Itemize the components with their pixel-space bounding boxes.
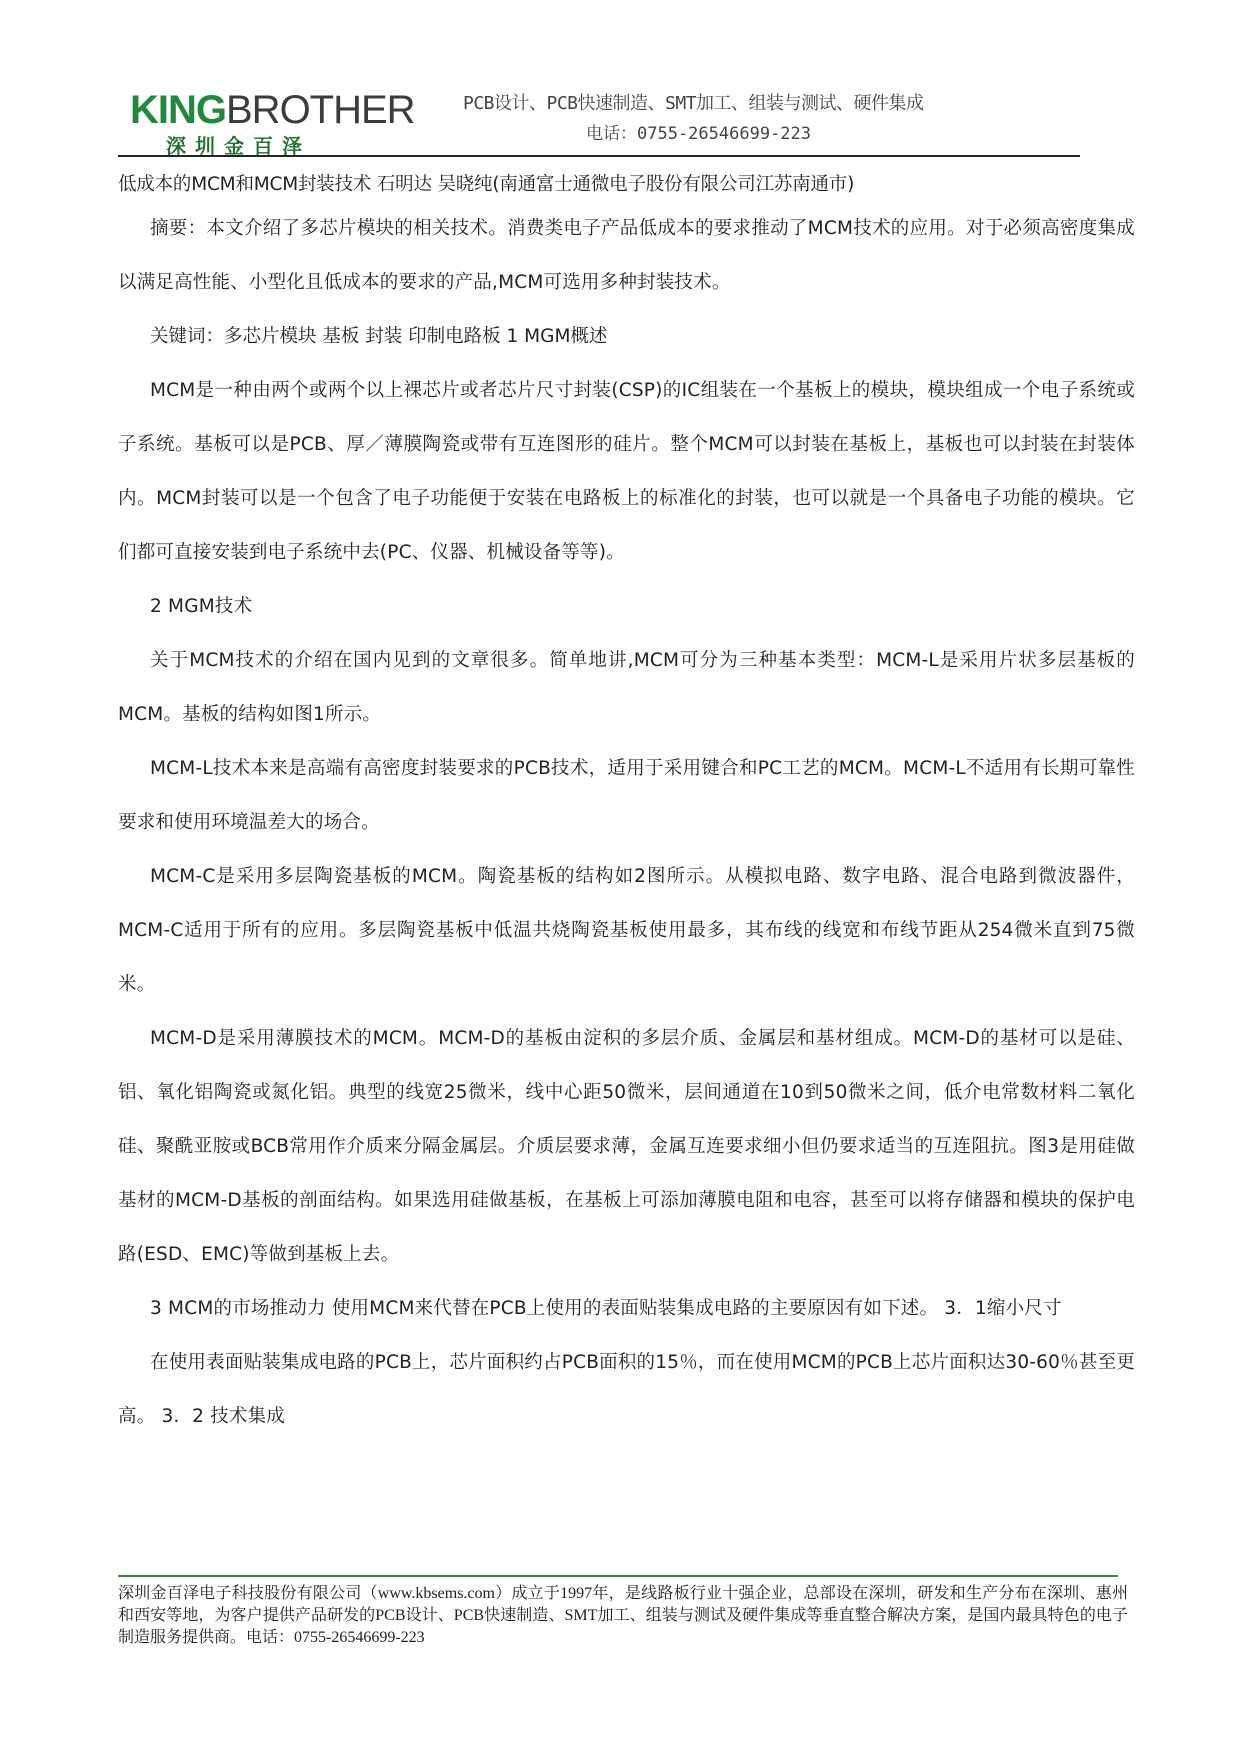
- body-paragraph: MCM是一种由两个或两个以上裸芯片或者芯片尺寸封装(CSP)的IC组装在一个基板上的模块，模块组成一个电子系统或子系统。基板可以是PCB、厚／薄膜陶瓷或带有互连图形的硅片。整个MCM可以封装在基板上，基板也可以封装在封装体内。MCM封装可以是一个包含了电子功能便于安装在电路板上的标准化的封装，也可以就是一个具备电子功能的模块。它们都可直接安装到电子系统中去(PC、仪器、机械设备等等)。: [118, 380, 1135, 563]
- page-footer: 深圳金百泽电子科技股份有限公司（www.kbsems.com）成立于1997年，是线路板行业十强企业，总部设在深圳，研发和生产分布在深圳、惠州和西安等地，为客户提供产品研发的PCB设计、PCB快速制造、SMT加工、组装与测试及硬件集成等垂直整合解决方案，是国内最具特色的电子制造服务提供商。电话：0755-26546699-223: [118, 1585, 1128, 1646]
- company-logo: [130, 88, 415, 132]
- header-divider: [118, 155, 1080, 157]
- header-phone: 电话：0755-26546699-223: [586, 124, 811, 144]
- logo-brother-text: BROTHER: [226, 88, 415, 132]
- keywords-paragraph: 关键词：多芯片模块 基板 封装 印制电路板 1 MGM概述: [150, 326, 608, 347]
- body-paragraph: 在使用表面贴装集成电路的PCB上，芯片面积约占PCB面积的15％，而在使用MCM的PCB上芯片面积达30-60％甚至更高。 3．2 技术集成: [118, 1352, 1135, 1427]
- footer-divider: [118, 1575, 1118, 1577]
- article-title: 低成本的MCM和MCM封装技术 石明达 吴晓纯(南通富士通微电子股份有限公司江苏南通市): [118, 174, 855, 195]
- body-paragraph: MCM-C是采用多层陶瓷基板的MCM。陶瓷基板的结构如2图所示。从模拟电路、数字电路、混合电路到微波器件，MCM-C适用于所有的应用。多层陶瓷基板中低温共烧陶瓷基板使用最多，其布线的线宽和布线节距从254微米直到75微米。: [118, 866, 1135, 995]
- section-heading: 2 MGM技术: [150, 596, 253, 617]
- page-header: [118, 80, 1080, 160]
- article-body: [118, 168, 1135, 1444]
- body-paragraph: 关于MCM技术的介绍在国内见到的文章很多。简单地讲,MCM可分为三种基本类型：MCM-L是采用片状多层基板的MCM。基板的结构如图1所示。: [118, 650, 1135, 725]
- logo-chinese-name: 深圳金百泽: [166, 134, 311, 158]
- header-tagline: PCB设计、PCB快速制造、SMT加工、组装与测试、硬件集成: [463, 93, 924, 114]
- logo-king-text: KING: [130, 88, 226, 132]
- body-paragraph: 3 MCM的市场推动力 使用MCM来代替在PCB上使用的表面贴装集成电路的主要原因有如下述。 3．1缩小尺寸: [150, 1298, 1062, 1319]
- body-paragraph: MCM-L技术本来是高端有高密度封装要求的PCB技术，适用于采用键合和PC工艺的MCM。MCM-L不适用有长期可靠性要求和使用环境温差大的场合。: [118, 758, 1135, 833]
- body-paragraph: MCM-D是采用薄膜技术的MCM。MCM-D的基板由淀积的多层介质、金属层和基材组成。MCM-D的基材可以是硅、铝、氧化铝陶瓷或氮化铝。典型的线宽25微米，线中心距50微米，层间通道在10到50微米之间，低介电常数材料二氧化硅、聚酰亚胺或BCB常用作介质来分隔金属层。介质层要求薄，金属互连要求细小但仍要求适当的互连阻抗。图3是用硅做基材的MCM-D基板的剖面结构。如果选用硅做基板，在基板上可添加薄膜电阻和电容，甚至可以将存储器和模块的保护电路(ESD、EMC)等做到基板上去。: [118, 1028, 1135, 1265]
- abstract-paragraph: 摘要：本文介绍了多芯片模块的相关技术。消费类电子产品低成本的要求推动了MCM技术的应用。对于必须高密度集成以满足高性能、小型化且低成本的要求的产品,MCM可选用多种封装技术。: [118, 218, 1135, 293]
